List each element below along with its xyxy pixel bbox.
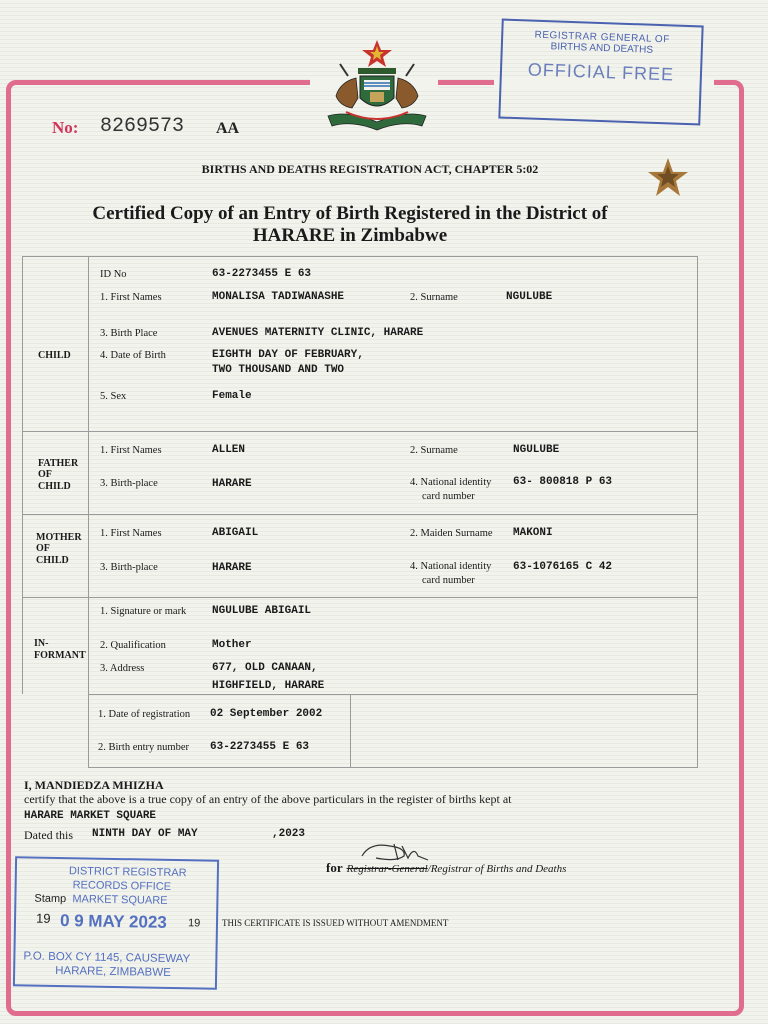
certification-statement: certify that the above is a true copy of an entry of the above particulars in the register of births kept at [24,792,512,806]
coat-of-arms-icon [318,36,436,136]
informant-signature-label: 1. Signature or mark [100,606,187,617]
child-dob-value-1: EIGHTH DAY OF FEBRUARY, [212,349,364,361]
dated-label: Dated this [24,828,73,842]
father-nid-label-2: card number [422,491,475,502]
title-line-1: Certified Copy of an Entry of Birth Registered in the District of [92,203,608,224]
amendment-notice: THIS CERTIFICATE IS ISSUED WITHOUT AMENDMENT [222,918,449,928]
registrar-title: /Registrar of Births and Deaths [427,863,567,875]
stamp-suffix: 19 [187,917,201,930]
stamp-bottom-line-4: P.O. BOX CY 1145, CAUSEWAY [23,950,191,966]
informant-address-label: 3. Address [100,663,145,674]
child-sex-value: Female [212,390,252,402]
page-title [0,203,700,247]
child-surname-value: NGULUBE [506,291,553,303]
informant-address-value-1: 677, OLD CANAAN, [212,662,318,674]
birth-entry-number-value: 63-2273455 E 63 [210,741,310,753]
child-dob-value-2: TWO THOUSAND AND TWO [212,364,345,376]
certifier-name: I, MANDIEDZA MHIZHA [24,778,164,792]
mother-first-names-label: 1. First Names [100,528,162,539]
child-dob-label: 4. Date of Birth [100,350,166,361]
informant-qualification-label: 2. Qualification [100,640,166,651]
registration-date-label: 1. Date of registration [98,709,191,720]
for-label: for [326,860,343,875]
stamp-line-2: BIRTHS AND DEATHS [550,41,654,56]
father-birth-place-label: 3. Birth-place [100,478,158,489]
stamp-bottom-line-1: DISTRICT REGISTRAR [68,865,187,880]
section-mother-of: OF [36,543,50,554]
certificate-number: 8269573 [100,115,185,138]
stamp-bottom-line-5: HARARE, ZIMBABWE [55,964,171,979]
section-child: CHILD [38,350,71,361]
certificate-number-suffix: AA [216,120,240,137]
child-sex-label: 5. Sex [100,391,127,402]
birth-entry-number-label: 2. Birth entry number [98,742,189,753]
title-line-2: HARARE in Zimbabwe [252,225,448,246]
registration-date-value: 02 September 2002 [210,708,323,720]
section-father-of: OF [38,469,52,480]
child-birth-place-value: AVENUES MATERNITY CLINIC, HARARE [212,327,424,339]
mother-nid-label: 4. National identity [410,561,492,572]
informant-qualification-value: Mother [212,639,252,651]
section-mother-child: CHILD [36,555,69,566]
dated-value: NINTH DAY OF MAY [92,828,198,840]
stamp-prefix: 19 [35,910,51,926]
informant-address-value-2: HIGHFIELD, HARARE [212,680,325,692]
mother-maiden-surname-value: MAKONI [513,527,553,539]
gold-star-icon [646,156,690,200]
father-birth-place-value: HARARE [212,478,252,490]
certificate-number-label: No: [52,118,79,137]
stamp-official-free: OFFICIAL FREE [527,59,675,85]
section-father-child: CHILD [38,481,71,492]
child-first-names-value: MONALISA TADIWANASHE [212,291,345,303]
father-nid-value: 63- 800818 P 63 [513,476,613,488]
child-surname-label: 2. Surname [410,292,458,303]
mother-nid-label-2: card number [422,575,475,586]
act-title: BIRTHS AND DEATHS REGISTRATION ACT, CHAPTER 5:02 [201,162,539,176]
child-id-label: ID No [100,269,127,280]
registrar-signature-line [326,860,566,876]
stamp-date: 0 9 MAY 2023 [59,911,167,932]
mother-nid-value: 63-1076165 C 42 [513,561,613,573]
section-informant-2: FORMANT [34,650,86,661]
father-nid-label: 4. National identity [410,477,492,488]
stamp-bottom-line-2: RECORDS OFFICE [72,879,172,893]
register-place: HARARE MARKET SQUARE [24,810,157,822]
mother-birth-place-label: 3. Birth-place [100,562,158,573]
mother-maiden-surname-label: 2. Maiden Surname [410,528,493,539]
father-surname-value: NGULUBE [513,444,560,456]
stamp-bottom-line-3: MARKET SQUARE [72,893,168,907]
mother-first-names-value: ABIGAIL [212,527,259,539]
district-registrar-stamp [13,856,219,990]
stamp-line-1: REGISTRAR GENERAL OF [534,29,670,46]
section-mother: MOTHER [36,532,82,543]
father-first-names-value: ALLEN [212,444,246,456]
section-father: FATHER [38,458,79,469]
stamp-label: Stamp [34,892,67,906]
child-first-names-label: 1. First Names [100,292,162,303]
registrar-official-free-stamp [498,19,703,126]
father-surname-label: 2. Surname [410,445,458,456]
informant-signature-value: NGULUBE ABIGAIL [212,605,312,617]
father-first-names-label: 1. First Names [100,445,162,456]
section-informant: IN- [34,638,49,649]
child-id-value: 63-2273455 E 63 [212,268,312,280]
struck-registrar-general: Registrar-General [346,863,428,875]
dated-year: ,2023 [272,828,306,840]
child-birth-place-label: 3. Birth Place [100,328,158,339]
mother-birth-place-value: HARARE [212,562,252,574]
